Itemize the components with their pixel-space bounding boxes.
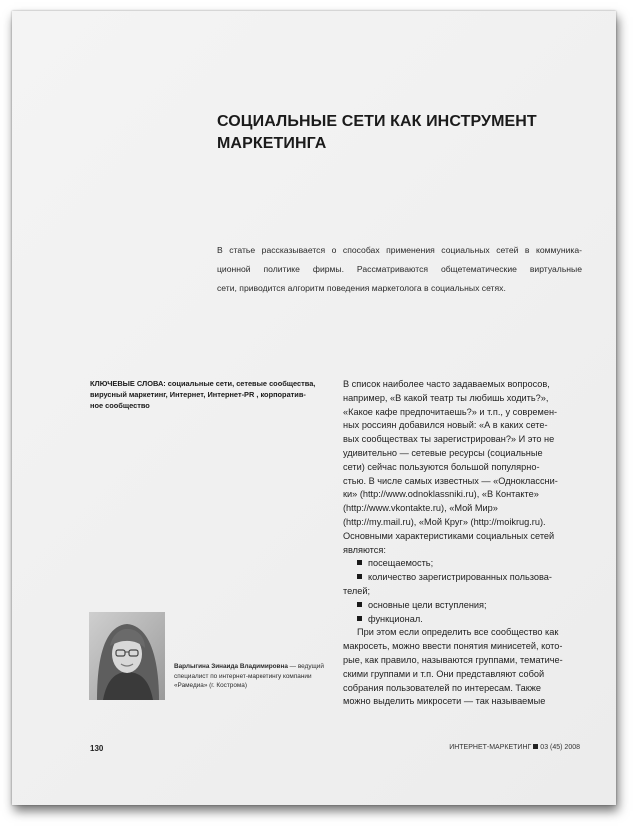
keywords-line: ное сообщество [90,400,150,410]
journal-name: ИНТЕРНЕТ-МАРКЕТИНГ [449,744,532,751]
abstract [217,241,582,298]
body-line: (http://my.mail.ru), «Мой Круг» (http://moikrug.ru). [343,516,546,527]
bullet-square-icon [357,574,362,579]
body-line: «Какое кафе предпочитаешь?» и т.п., у современ- [343,406,558,417]
author-line: «Рамедиа» (г. Кострома) [174,682,247,690]
body-line: скими группами и т.п. Они представляют собой [343,668,545,679]
body-line: удивительно — сетевые ресурсы (социальные [343,447,543,458]
title-line: МАРКЕТИНГА [217,135,327,152]
bullet-square-icon [357,602,362,607]
abstract-line: В статье рассказывается о способах применения социальных сетей в коммуника- [217,245,582,255]
bullet-text: посещаемость; [368,558,434,569]
author-role-start: — ведущий [287,663,324,670]
body-line: сети) сейчас пользуются большой популярно- [343,461,540,472]
body-line: вых сообществах ты зарегистрирован?» И это не [343,434,555,445]
body-line: макросеть, можно ввести понятия минисетей, кото- [343,641,563,652]
author-info [174,662,334,691]
body-line: можно выделить микросети — так называемые [343,696,546,707]
body-line: В список наиболее часто задаваемых вопросов, [343,379,550,389]
bullet-item [343,613,588,627]
bullet-square-icon [357,560,362,565]
body-line: рые, как правило, называются группами, тематиче- [343,654,563,665]
page-number: 130 [90,744,104,753]
bullet-item [343,571,588,585]
article-title [217,111,547,155]
abstract-line: ционной политике фирмы. Рассматриваются общетематические виртуальные [217,264,582,274]
author-line [174,662,334,672]
author-photo [89,612,165,700]
author-portrait-icon [89,612,165,700]
keywords-line: КЛЮЧЕВЫЕ СЛОВА: социальные сети, сетевые сообщества, [90,379,316,388]
bullet-item [343,599,588,613]
body-line: Основными характеристиками социальных сетей [343,530,555,541]
body-line: например, «В какой театр ты любишь ходить?», [343,392,549,403]
bullet-square-icon [357,616,362,621]
journal-page [12,11,616,805]
keywords-line: вирусный маркетинг, Интернет, Интернет-PR , корпоратив- [90,389,306,399]
journal-footer [449,744,580,751]
body-line: ных россиян добавился новый: «А в каких сете- [343,420,548,431]
journal-issue: 03 (45) 2008 [540,744,580,751]
bullet-text: функционал. [368,613,423,624]
article-body [343,378,588,709]
author-line: специалист по интернет-маркетингу компании [174,672,312,680]
body-line: собрания пользователей по интересам. Также [343,682,542,693]
bullet-item [343,557,588,571]
author-name: Варлыгина Зинаида Владимировна [174,663,288,670]
separator-square-icon [533,744,538,749]
title-line: СОЦИАЛЬНЫЕ СЕТИ КАК ИНСТРУМЕНТ [217,113,537,130]
body-line: (http://www.vkontakte.ru), «Мой Мир» [343,503,498,514]
keywords [90,379,330,411]
bullet-text: основные цели вступления; [368,599,487,610]
bullet-continuation: телей; [343,585,371,596]
body-line: являются: [343,544,386,555]
abstract-line: сети, приводится алгоритм поведения маркетолога в социальных сетях. [217,283,506,293]
body-line: При этом если определить все сообщество как [357,627,559,638]
body-line: ки» (http://www.odnoklassniki.ru), «В Контакте» [343,489,539,500]
body-line: стью. В числе самых известных — «Одноклассни- [343,475,558,486]
bullet-text: количество зарегистрированных пользова- [368,572,552,583]
